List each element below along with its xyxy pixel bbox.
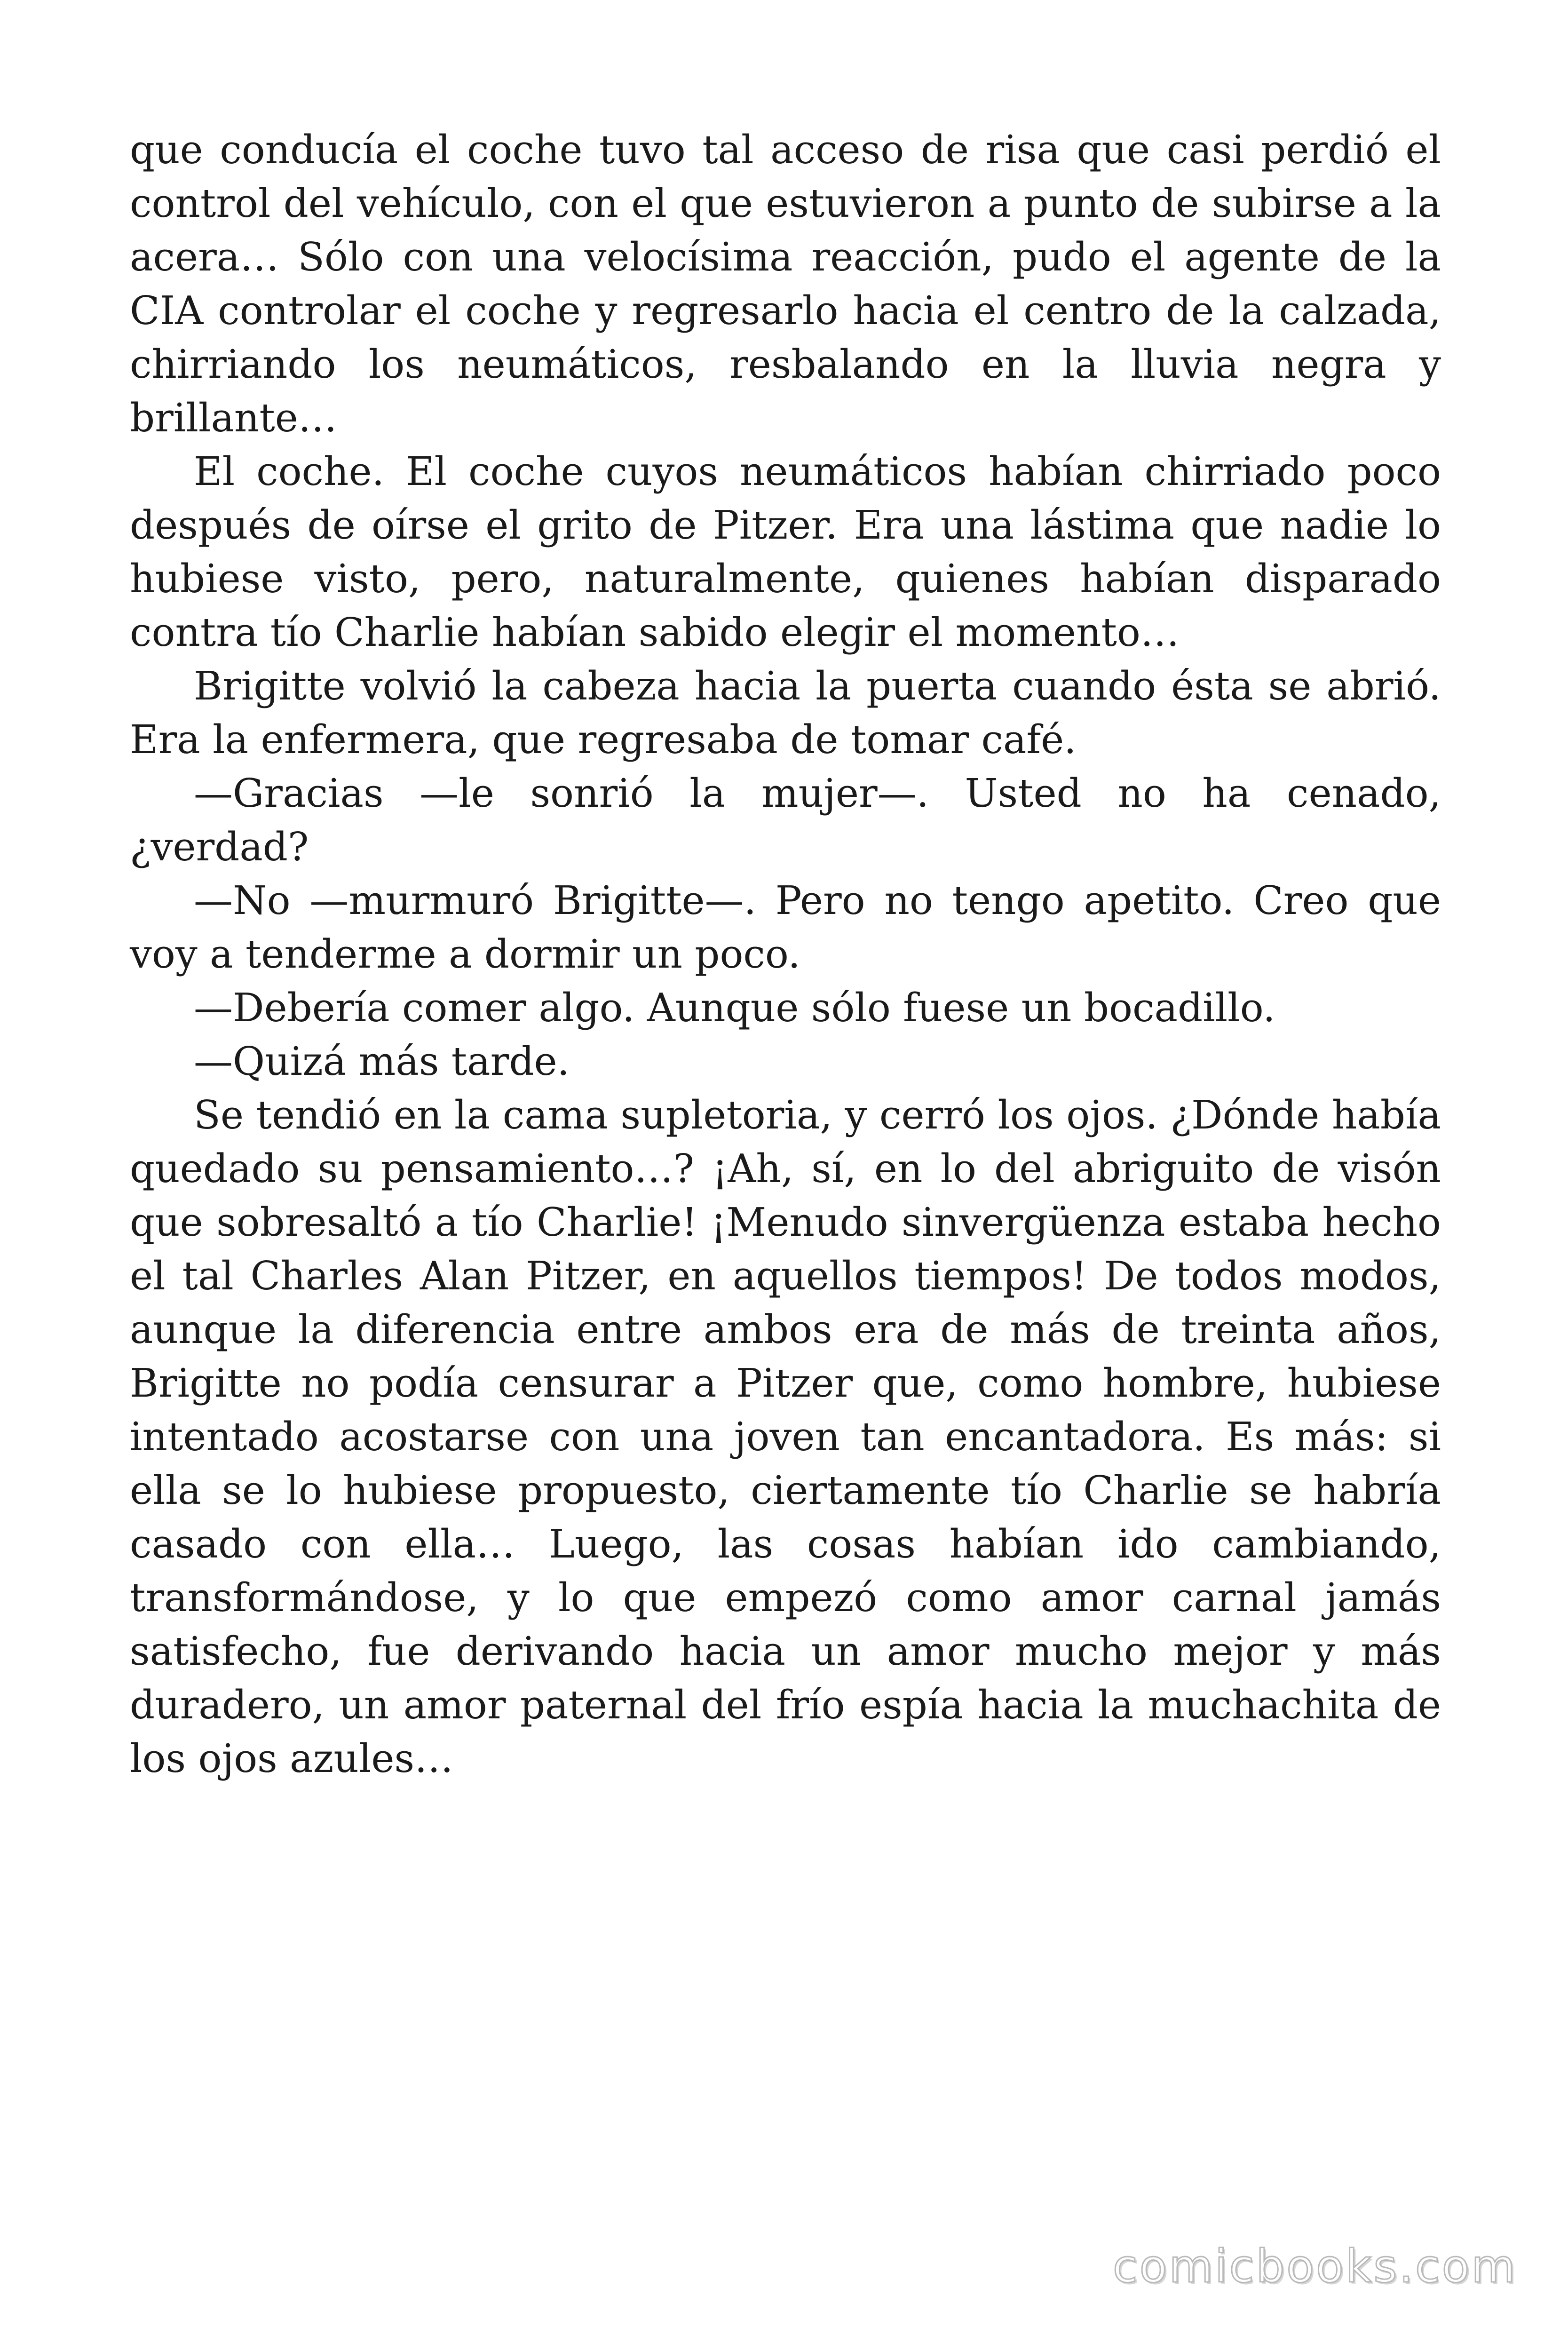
paragraph-el-coche: El coche. El coche cuyos neumáticos habían chirriado poco después de oírse el grito de Pitzer. Era una lástima que nadie lo hubiese visto, pero, naturalmente, quienes habían disparado contra tío Charlie habían sabido elegir el momento… — [130, 449, 1441, 655]
dialogue-quiza-mas-tarde: —Quizá más tarde. — [194, 1039, 570, 1084]
watermark-logo: comicbooks.com — [1112, 2240, 1517, 2293]
page-body — [130, 123, 1441, 1786]
dialogue-no-murmuro: —No —murmuró Brigitte—. Pero no tengo apetito. Creo que voy a tenderme a dormir un poco. — [130, 878, 1441, 977]
paragraph-brigitte-volvio: Brigitte volvió la cabeza hacia la puerta cuando ésta se abrió. Era la enfermera, que regresaba de tomar café. — [130, 663, 1441, 763]
paragraph-continuation: que conducía el coche tuvo tal acceso de risa que casi perdió el control del vehículo, con el que estuvieron a punto de subirse a la acera… Sólo con una velocísima reacción, pudo el agente de la CIA controlar el coche y regresarlo hacia el centro de la calzada, chirriando los neumáticos, resbalando en la lluvia negra y brillante… — [130, 127, 1441, 441]
dialogue-gracias: —Gracias —le sonrió la mujer—. Usted no ha cenado, ¿verdad? — [130, 771, 1441, 870]
dialogue-deberia-comer: —Debería comer algo. Aunque sólo fuese un bocadillo. — [194, 985, 1275, 1031]
paragraph-se-tendio: Se tendió en la cama supletoria, y cerró los ojos. ¿Dónde había quedado su pensamiento…? ¡Ah, sí, en lo del abriguito de visón que sobresaltó a tío Charlie! ¡Menudo sinvergüenza estaba hecho el tal Charles Alan Pitzer, en aquellos tiempos! De todos modos, aunque la diferencia entre ambos era de más de treinta años, Brigitte no podía censurar a Pitzer que, como hombre, hubiese intentado acostarse con una joven tan encantadora. Es más: si ella se lo hubiese propuesto, ciertamente tío Charlie se habría casado con ella… Luego, las cosas habían ido cambiando, transformándose, y lo que empezó como amor carnal jamás satisfecho, fue derivando hacia un amor mucho mejor y más duradero, un amor paternal del frío espía hacia la muchachita de los ojos azules… — [130, 1092, 1441, 1781]
